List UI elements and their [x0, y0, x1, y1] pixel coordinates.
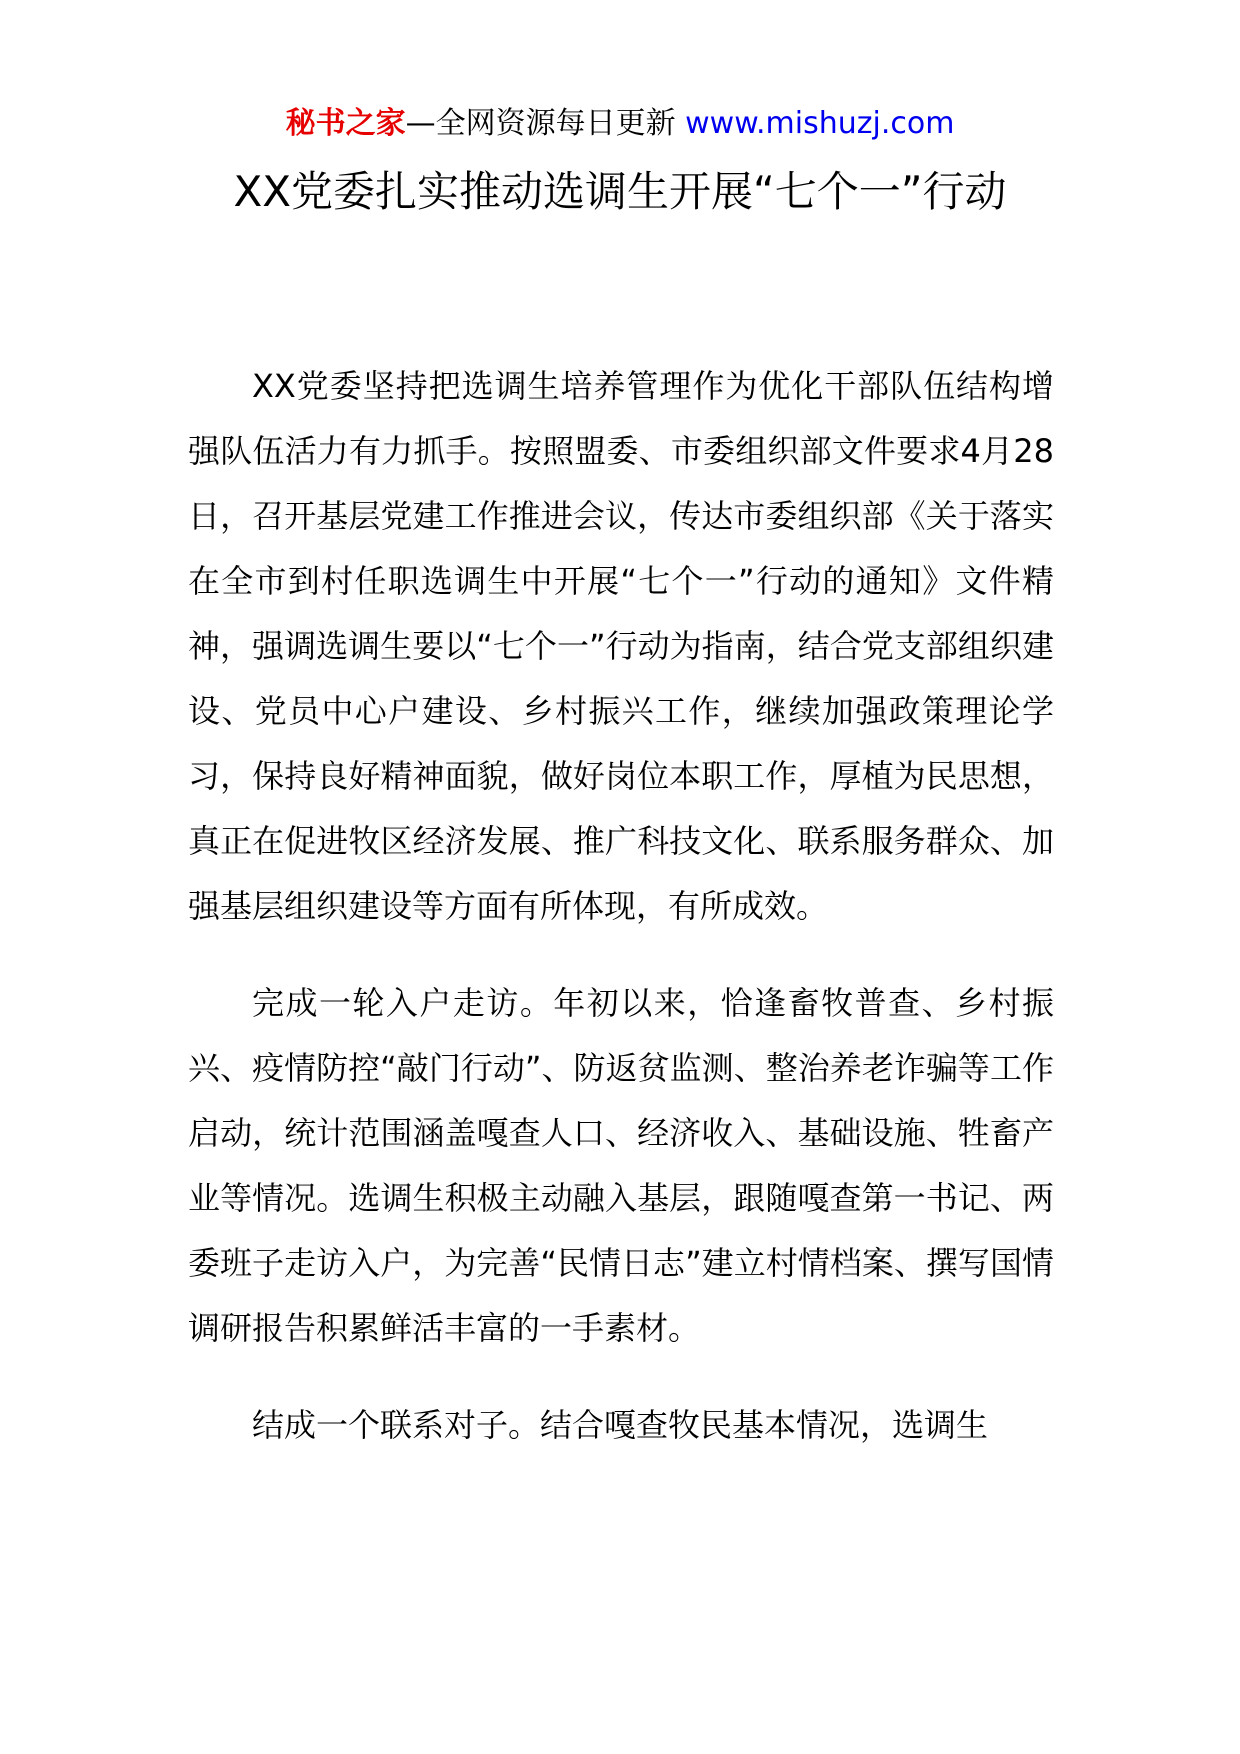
- site-header: [0, 104, 1240, 144]
- document-title: XX党委扎实推动选调生开展“七个一”行动: [233, 167, 1007, 216]
- paragraph: 结成一个联系对子。结合嘎查牧民基本情况，选调生: [252, 1406, 989, 1444]
- paragraph: 完成一轮入户走访。年初以来，恰逢畜牧普查、乡村振兴、疫情防控“敲门行动”、防返贫监测、整治养老诈骗等工作启动，统计范围涵盖嘎查人口、经济收入、基础设施、牲畜产业等情况。选调生积极主动融入基层，跟随嘎查第一书记、两委班子走访入户，为完善“民情日志”建立村情档案、撰写国情调研报告积累鲜活丰富的一手素材。: [188, 984, 1054, 1347]
- paragraph: XX党委坚持把选调生培养管理作为优化干部队伍结构增强队伍活力有力抓手。按照盟委、市委组织部文件要求4月28日，召开基层党建工作推进会议，传达市委组织部《关于落实在全市到村任职选调生中开展“七个一”行动的通知》文件精神，强调选调生要以“七个一”行动为指南，结合党支部组织建设、党员中心户建设、乡村振兴工作，继续加强政策理论学习，保持良好精神面貌，做好岗位本职工作，厚植为民思想，真正在促进牧区经济发展、推广科技文化、联系服务群众、加强基层组织建设等方面有所体现，有所成效。: [188, 367, 1054, 925]
- document-body: [188, 354, 1054, 1490]
- site-url-link[interactable]: www.mishuzj.com: [685, 106, 955, 141]
- site-tagline: —全网资源每日更新: [405, 106, 676, 141]
- site-brand: 秘书之家: [285, 106, 406, 141]
